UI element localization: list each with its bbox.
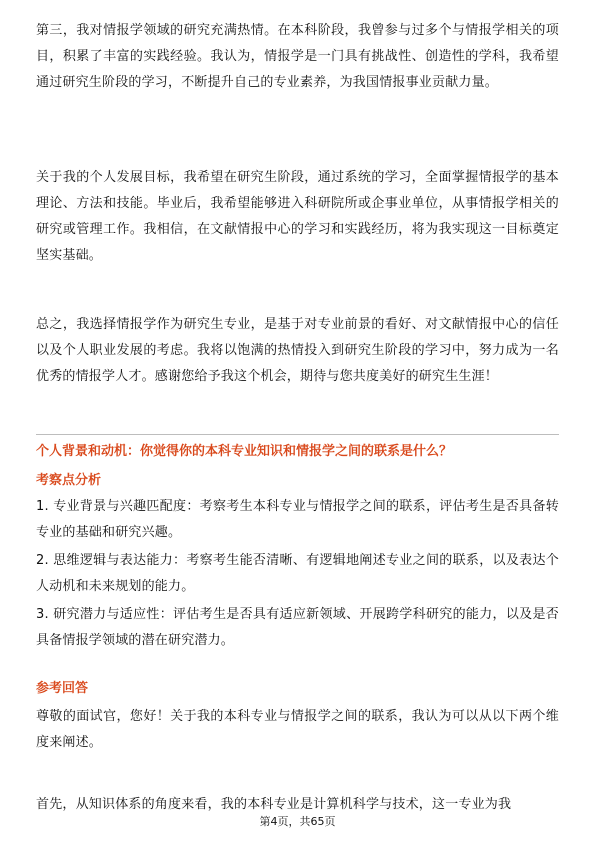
- paragraph-third-reason: 第三，我对情报学领域的研究充满热情。在本科阶段，我曾参与过多个与情报学相关的项目，积累了丰富的实践经验。我认为，情报学是一门具有挑战性、创造性的学科，我希望通过研究生阶段的学习，不断提升自己的专业素养，为我国情报事业贡献力量。: [36, 23, 559, 90]
- answer-heading: 参考回答: [36, 681, 89, 696]
- paragraph-conclusion: 总之，我选择情报学作为研究生专业，是基于对专业前景的看好、对文献情报中心的信任以及个人职业发展的考虑。我将以饱满的热情投入到研究生阶段的学习中，努力成为一名优秀的情报学人才。感谢您给予我这个机会，期待与您共度美好的研究生生涯！: [36, 317, 559, 384]
- section-divider: [36, 434, 559, 435]
- analysis-list: [36, 494, 559, 656]
- analysis-item: 3. 研究潜力与适应性：评估考生是否具有适应新领域、开展跨学科研究的能力，以及是否具备情报学领域的潜在研究潜力。: [36, 607, 559, 648]
- analysis-item: 1. 专业背景与兴趣匹配度：考察考生本科专业与情报学之间的联系，评估考生是否具备转专业的基础和研究兴趣。: [36, 499, 559, 540]
- analysis-heading: 考察点分析: [36, 473, 102, 488]
- interview-question: 个人背景和动机：你觉得你的本科专业知识和情报学之间的联系是什么？: [36, 444, 453, 459]
- paragraph-personal-goals: 关于我的个人发展目标，我希望在研究生阶段，通过系统的学习，全面掌握情报学的基本理论、方法和技能。毕业后，我希望能够进入科研院所或企事业单位，从事情报学相关的研究或管理工作。我相信，在文献情报中心的学习和实践经历，将为我实现这一目标奠定坚实基础。: [36, 170, 559, 263]
- page-number: 第4页，共65页: [259, 815, 336, 828]
- answer-paragraph-intro: 尊敬的面试官，您好！关于我的本科专业与情报学之间的联系，我认为可以从以下两个维度来阐述。: [36, 709, 559, 750]
- answer-paragraph-first-point: 首先，从知识体系的角度来看，我的本科专业是计算机科学与技术，这一专业为我: [36, 797, 512, 812]
- analysis-item: 2. 思维逻辑与表达能力：考察考生能否清晰、有逻辑地阐述专业之间的联系，以及表达个人动机和未来规划的能力。: [36, 553, 559, 594]
